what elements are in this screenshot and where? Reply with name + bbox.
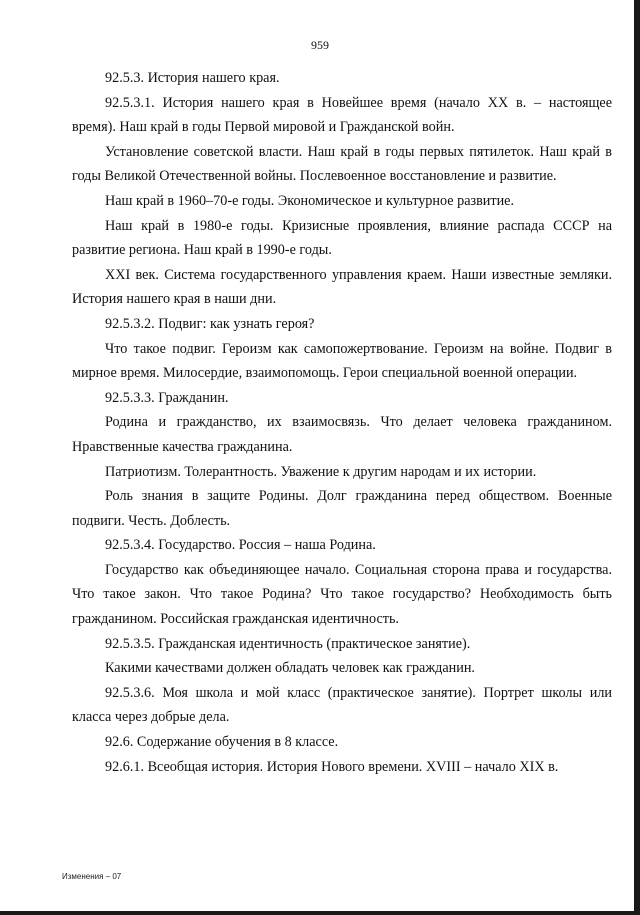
page-number: 959 [311, 38, 329, 52]
scan-border-bottom [0, 911, 640, 915]
paragraph: Родина и гражданство, их взаимосвязь. Что делает человека гражданином. Нравственные качества гражданина. [72, 414, 612, 455]
paragraph: Что такое подвиг. Героизм как самопожертвование. Героизм на войне. Подвиг в мирное время. Милосердие, взаимопомощь. Герои специальной военной операции. [72, 340, 612, 382]
paragraph: Наш край в 1960–70-е годы. Экономическое и культурное развитие. [105, 192, 515, 209]
heading-92-6-1: 92.6.1. Всеобщая история. История Нового времени. XVIII – начало XIX в. [105, 758, 559, 775]
heading-92-5-3-6: 92.5.3.6. Моя школа и мой класс (практическое занятие). Портрет школы или класса через добрые дела. [72, 684, 612, 726]
scan-border-right [634, 0, 640, 915]
heading-92-5-3-3: 92.5.3.3. Гражданин. [105, 389, 229, 406]
paragraph: Какими качествами должен обладать человек как гражданин. [105, 660, 475, 677]
heading-92-6: 92.6. Содержание обучения в 8 классе. [105, 734, 339, 751]
paragraph: Роль знания в защите Родины. Долг гражданина перед обществом. Военные подвиги. Честь. Доблесть. [72, 488, 612, 529]
paragraph: Патриотизм. Толерантность. Уважение к другим народам и их истории. [105, 463, 537, 480]
paragraph: XXI век. Система государственного управления краем. Наши известные земляки. История нашего края в наши дни. [72, 266, 612, 308]
paragraph: Установление советской власти. Наш край в годы первых пятилеток. Наш край в годы Великой Отечественной войны. Послевоенное восстановление и развитие. [72, 143, 612, 185]
footer-revision-note: Изменения – 07 [62, 872, 122, 881]
document-body [72, 66, 612, 779]
heading-92-5-3-2: 92.5.3.2. Подвиг: как узнать героя? [105, 315, 315, 332]
heading-92-5-3-1: 92.5.3.1. История нашего края в Новейшее время (начало XX в. – настоящее время). Наш край в годы Первой мировой и Гражданской войн. [72, 94, 612, 136]
heading-92-5-3-4: 92.5.3.4. Государство. Россия – наша Родина. [105, 537, 376, 554]
heading-92-5-3-5: 92.5.3.5. Гражданская идентичность (практическое занятие). [105, 635, 471, 652]
paragraph: Наш край в 1980-е годы. Кризисные проявления, влияние распада СССР на развитие региона. Наш край в 1990-е годы. [72, 217, 612, 259]
paragraph: Государство как объединяющее начало. Социальная сторона права и государства. Что такое закон. Что такое Родина? Что такое государство? Необходимость быть гражданином. Российская гражданская идентичность. [72, 561, 612, 628]
heading-92-5-3: 92.5.3. История нашего края. [105, 70, 280, 86]
